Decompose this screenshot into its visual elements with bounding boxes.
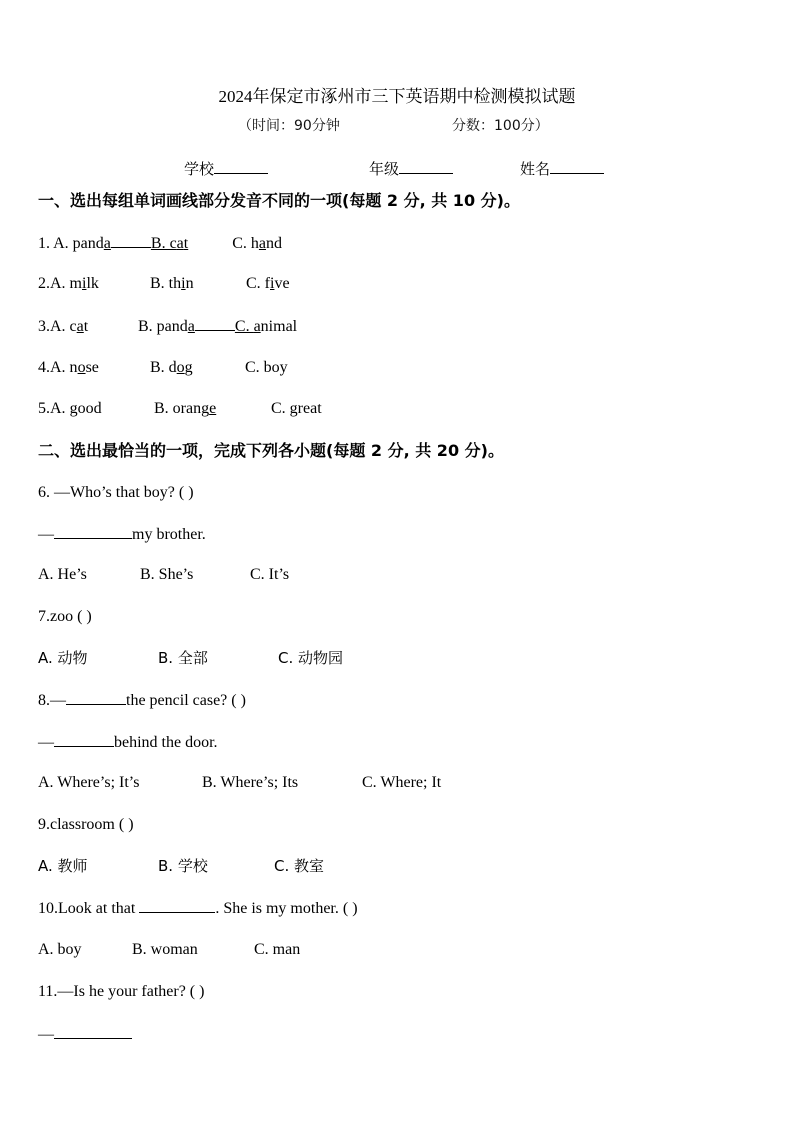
option-a: A. 教师 [38,857,88,875]
answer-blank[interactable] [54,732,114,747]
option-c: C. a [234,318,261,335]
option-a: A. milk [50,275,99,292]
question-number: 5. [38,400,50,417]
option-b: B. dog [150,359,193,376]
question-10-options [38,940,300,960]
grade-blank[interactable] [399,158,453,174]
question-8-line2: — behind the door. [38,734,218,751]
question-10-stem: 10.Look at that . She is my mother. ( ) [38,900,358,917]
section-heading-2: 二、选出最恰当的一项，完成下列各小题(每题 2 分, 共 20 分)。 [38,441,504,460]
question-number: 3. [38,318,50,335]
question-11-stem: 11.—Is he your father? ( ) [38,983,205,1000]
question-11-line2: — [38,1024,132,1045]
school-label: 学校 [184,160,215,178]
grade-label: 年级 [369,160,400,178]
question-7-stem: 7.zoo ( ) [38,608,92,625]
option-b: B. thin [150,275,194,292]
question-9-options [38,856,324,876]
name-blank[interactable] [550,158,604,174]
option-a: A. He’s [38,566,87,583]
option-a: A. nose [50,359,99,376]
question-2 [38,274,290,294]
option-b: B. woman [132,941,198,958]
question-8-stem: 8.— the pencil case? ( ) [38,692,246,709]
question-4 [38,358,288,378]
option-b: B. She’s [140,566,194,583]
page-title: 2024年保定市涿州市三下英语期中检测模拟试题 [218,87,576,106]
question-5 [38,399,322,419]
question-6-stem: 6. —Who’s that boy? ( ) [38,484,194,501]
name-label: 姓名 [520,160,551,178]
question-number: 2. [38,275,50,292]
answer-blank[interactable] [195,316,235,331]
option-b: B. Where’s; Its [202,774,299,791]
option-c: C. great [271,400,322,417]
option-b: B. panda [138,318,195,335]
question-3: 3.A. cat B. panda C. animal [38,318,298,335]
question-1: 1. A. panda B. cat C. hand [38,235,283,252]
answer-blank[interactable] [54,1024,132,1039]
option-c: C. It’s [250,566,290,583]
question-number: 1. [38,235,54,252]
grade-field [369,158,453,179]
option-a: A. good [50,400,102,417]
section-heading-1: 一、选出每组单词画线部分发音不同的一项(每题 2 分, 共 10 分)。 [38,191,520,210]
option-a: A. cat [50,318,89,335]
question-9-stem: 9.classroom ( ) [38,816,134,833]
answer-blank[interactable] [111,233,151,248]
option-c-text: C. h [232,235,259,252]
school-blank[interactable] [214,158,268,174]
option-c: C. boy [245,359,288,376]
option-b: B. cat [150,235,189,252]
name-field [520,158,604,179]
option-b: B. orange [154,400,217,417]
exam-score: 分数：100分） [452,118,549,134]
question-number: 4. [38,359,50,376]
option-a-text: A. pand [53,235,104,252]
option-c: C. 教室 [274,857,325,875]
option-a: A. 动物 [38,649,88,667]
option-c: C. Where; It [362,774,442,791]
exam-time: （时间：90分钟 [238,118,340,134]
school-field [184,158,268,179]
option-a: A. boy [38,941,82,958]
question-6-line2: — my brother. [38,526,206,543]
question-8-options [38,773,441,793]
option-c-underlined: a [258,235,267,252]
option-c: C. man [254,941,301,958]
option-a: A. Where’s; It’s [38,774,140,791]
answer-blank[interactable] [66,690,126,705]
question-6-options [38,565,289,585]
option-c: C. 动物园 [278,649,344,667]
option-c: C. five [246,275,290,292]
option-b: B. 全部 [158,649,208,667]
answer-blank[interactable] [139,898,215,913]
option-b: B. 学校 [158,857,208,875]
option-a-underlined: a [103,235,111,252]
answer-blank[interactable] [54,524,132,539]
question-7-options [38,648,343,668]
